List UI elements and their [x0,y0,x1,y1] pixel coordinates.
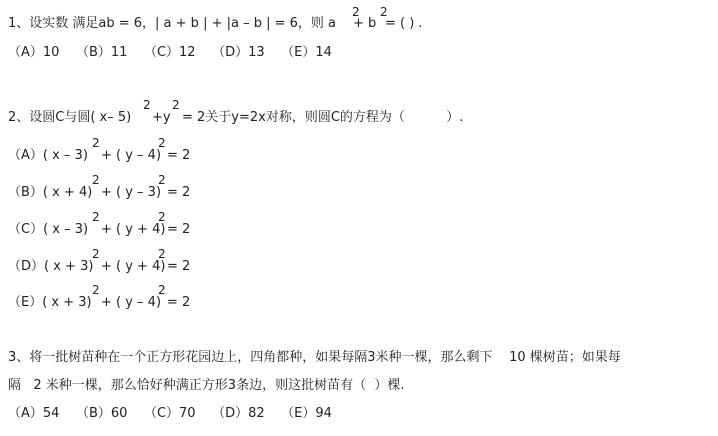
q2-exponent-a: 2 [143,98,151,112]
q3-stem-line1: 3、将一批树苗种在一个正方形花园边上，四角都种，如果每隔3米种一棵，那么剩下 10 棵树苗；如果每 [8,350,621,365]
q2-option-d-part1: （D）( x + 3) [8,259,94,274]
q2-exponent-b: 2 [172,98,180,112]
q2-option-a-part2: + ( y – 4) [101,148,162,163]
q2-option-e-part3: = 2 [167,295,191,310]
q1-exponent-b: 2 [380,5,388,19]
q2-option-d-part3: = 2 [167,259,191,274]
q2-option-b-part2: + ( y – 3) [101,185,162,200]
q2-option-b-exponent-1: 2 [92,173,100,187]
q2-option-e-part2: + ( y – 4) [101,295,162,310]
q1-stem-part1: 1、设实数 满足ab = 6，| a + b | + |a – b | = 6，则 a [8,16,337,31]
q2-option-e-exponent-1: 2 [92,283,100,297]
q1-exponent-a: 2 [352,5,360,19]
q2-stem-part1: 2、设圆C与圆( x– 5) [8,110,132,125]
q2-option-c-exponent-2: 2 [158,210,166,224]
q2-option-d-exponent-1: 2 [92,247,100,261]
q2-stem-part2: +y [152,110,171,125]
q2-option-a-part3: = 2 [167,148,191,163]
q3-options: （A）54 （B）60 （C）70 （D）82 （E）94 [8,406,332,421]
q2-option-c-part1: （C）( x – 3) [8,222,89,237]
q1-stem-part3: = ( ) . [385,16,423,31]
q3-stem-line2: 隔 2 米种一棵，那么恰好种满正方形3条边，则这批树苗有（ ）棵. [8,378,405,393]
q2-option-c-part3: = 2 [167,222,191,237]
q2-option-d-exponent-2: 2 [158,247,166,261]
q2-option-b-part1: （B）( x + 4) [8,185,93,200]
q2-option-c-part2: + ( y + 4) [101,222,166,237]
q2-option-b-exponent-2: 2 [158,173,166,187]
q1-stem-part2: + b [353,16,377,31]
q1-options: （A）10 （B）11 （C）12 （D）13 （E）14 [8,45,332,60]
q2-option-a-exponent-2: 2 [158,136,166,150]
q2-option-a-exponent-1: 2 [92,136,100,150]
q2-option-a-part1: （A）( x – 3) [8,148,88,163]
q2-option-b-part3: = 2 [167,185,191,200]
q2-option-c-exponent-1: 2 [92,210,100,224]
q2-option-e-exponent-2: 2 [158,283,166,297]
q2-option-e-part1: （E）( x + 3) [8,295,92,310]
q2-option-d-part2: + ( y + 4) [101,259,166,274]
q2-stem-part3: = 2关于y=2x对称，则圆C的方程为（ ）. [182,110,464,125]
